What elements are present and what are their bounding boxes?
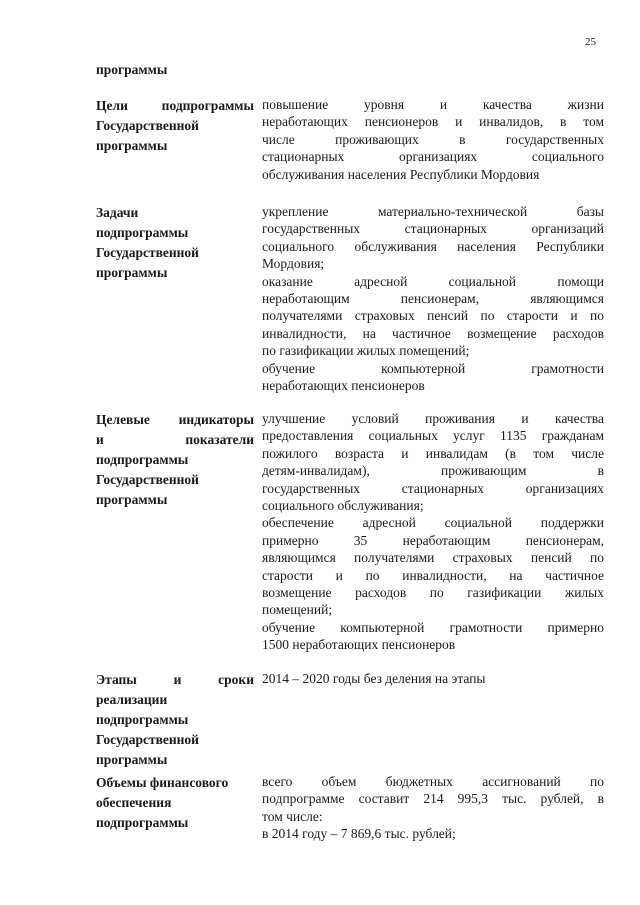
- continued-label-fragment: программы: [96, 62, 168, 77]
- content-line: обучение компьютерной грамотности примерно: [262, 619, 604, 635]
- label-line: Государственной: [96, 472, 199, 487]
- content-line: обслуживания населения Республики Мордовия: [262, 166, 540, 182]
- content-line: возмещение расходов по газификации жилых: [262, 584, 604, 600]
- content-line: в 2014 году – 7 869,6 тыс. рублей;: [262, 826, 456, 842]
- label-line: подпрограммы: [96, 225, 189, 240]
- label-line: и показатели: [96, 432, 254, 447]
- content-line: 2014 – 2020 годы без деления на этапы: [262, 671, 486, 686]
- label-line: программы: [96, 265, 168, 280]
- content-line: получателями страховых пенсий по старости и по: [262, 308, 604, 324]
- label-line: Государственной: [96, 245, 199, 260]
- content-line: оказание адресной социальной помощи: [262, 273, 604, 289]
- content-line: том числе:: [262, 808, 323, 824]
- row-label: [96, 773, 254, 833]
- label-line: Государственной: [96, 732, 199, 747]
- row-content: [262, 773, 604, 843]
- content-line: государственных стационарных организаций: [262, 221, 604, 237]
- content-line: обеспечение адресной социальной поддержки: [262, 515, 604, 531]
- row-label: [96, 410, 254, 510]
- label-line: программы: [96, 492, 168, 507]
- label-line: Государственной: [96, 118, 199, 133]
- row-content: [262, 410, 604, 653]
- label-line: Задачи: [96, 205, 139, 220]
- label-line: реализации: [96, 692, 168, 707]
- row-content: [262, 203, 604, 394]
- content-line: старости и по инвалидности, на частичное: [262, 567, 604, 583]
- row-label: [96, 96, 254, 156]
- content-line: примерно 35 неработающим пенсионерам,: [262, 532, 604, 548]
- row-content: [262, 670, 604, 687]
- content-line: социального обслуживания;: [262, 497, 424, 513]
- content-line: Мордовия;: [262, 256, 325, 272]
- content-line: по газификации жилых помещений;: [262, 343, 470, 359]
- page-number: 25: [585, 36, 596, 48]
- label-line: подпрограммы: [96, 452, 189, 467]
- content-line: пожилого возраста и инвалидам (в том числе: [262, 445, 604, 461]
- content-line: 1500 неработающих пенсионеров: [262, 637, 456, 653]
- label-line: подпрограммы: [96, 712, 189, 727]
- row-label: [96, 670, 254, 770]
- content-line: числе проживающих в государственных: [262, 131, 604, 147]
- label-line: Цели подпрограммы: [96, 98, 254, 113]
- content-line: обучение компьютерной грамотности: [262, 360, 604, 376]
- label-line: обеспечения: [96, 795, 172, 810]
- content-line: являющимся получателями страховых пенсий по: [262, 550, 604, 566]
- content-line: подпрограмме составит 214 995,3 тыс. рублей, в: [262, 791, 604, 807]
- content-line: неработающих пенсионеров и инвалидов, в том: [262, 114, 604, 130]
- label-line: программы: [96, 752, 168, 767]
- label-line: Объемы финансового: [96, 775, 229, 790]
- content-line: детям-инвалидам), проживающим в: [262, 463, 604, 479]
- label-line: Этапы и сроки: [96, 672, 254, 687]
- content-line: стационарных организациях социального: [262, 149, 604, 165]
- label-line: Целевые индикаторы: [96, 412, 254, 427]
- label-line: программы: [96, 138, 168, 153]
- row-content: [262, 96, 604, 183]
- content-line: помещений;: [262, 602, 333, 618]
- content-line: повышение уровня и качества жизни: [262, 97, 604, 112]
- row-label: [96, 203, 254, 283]
- content-line: улучшение условий проживания и качества: [262, 411, 604, 426]
- content-line: инвалидности, на частичное возмещение расходов: [262, 325, 604, 341]
- content-line: всего объем бюджетных ассигнований по: [262, 774, 604, 789]
- content-line: неработающим пенсионерам, являющимся: [262, 290, 604, 306]
- content-line: предоставления социальных услуг 1135 гражданам: [262, 428, 604, 444]
- label-line: подпрограммы: [96, 815, 189, 830]
- content-line: социального обслуживания населения Республики: [262, 238, 604, 254]
- content-line: неработающих пенсионеров: [262, 377, 425, 393]
- content-line: укрепление материально-технической базы: [262, 204, 604, 219]
- content-line: государственных стационарных организациях: [262, 480, 604, 496]
